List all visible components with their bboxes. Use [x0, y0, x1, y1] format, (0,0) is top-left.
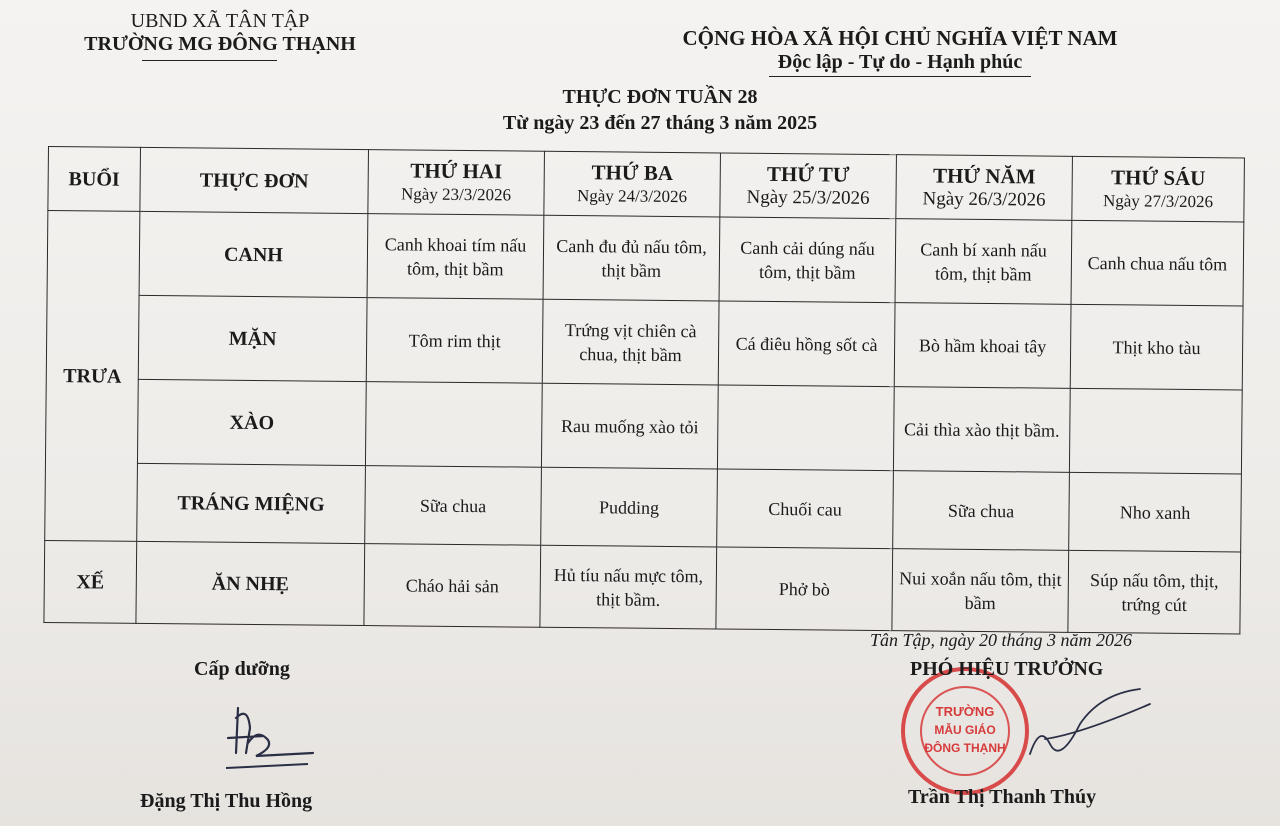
svg-text:MẪU GIÁO: MẪU GIÁO: [934, 723, 996, 737]
table-row: [47, 211, 1244, 306]
menu-cell: [1069, 388, 1242, 474]
menu-cell: Canh cải dúng nấu tôm, thịt bầm: [719, 217, 896, 303]
day-header: THỨ SÁU Ngày 27/3/2026: [1072, 156, 1245, 222]
table-row: [46, 294, 1243, 389]
day-header: THỨ NĂM Ngày 26/3/2026: [896, 155, 1073, 221]
menu-cell: Tôm rim thịt: [366, 298, 543, 384]
cook-role: Cấp dưỡng: [194, 658, 290, 680]
row-label: TRÁNG MIỆNG: [137, 463, 366, 543]
national-title: CỘNG HÒA XÃ HỘI CHỦ NGHĨA VIỆT NAM: [682, 26, 1118, 50]
menu-cell: Phở bò: [716, 547, 893, 631]
menu-cell: Canh khoai tím nấu tôm, thịt bầm: [367, 214, 544, 300]
menu-cell: Thịt kho tàu: [1070, 304, 1243, 390]
svg-text:ĐÔNG THẠNH: ĐÔNG THẠNH: [924, 741, 1006, 755]
vice-principal-name: Trần Thị Thanh Thúy: [908, 786, 1097, 808]
session-xe: XẾ: [44, 540, 137, 623]
menu-cell: Sữa chua: [365, 466, 542, 546]
session-trua: TRƯA: [45, 211, 140, 542]
menu-cell: Canh đu đủ nấu tôm, thịt bầm: [543, 215, 720, 301]
issuer-school: TRƯỜNG MG ĐÔNG THẠNH: [84, 33, 356, 55]
menu-cell: Súp nấu tôm, thịt, trứng cút: [1068, 550, 1241, 634]
menu-cell: [365, 382, 542, 468]
place-date: Tân Tập, ngày 20 tháng 3 năm 2026: [870, 630, 1133, 650]
row-label: CANH: [139, 211, 368, 297]
menu-cell: Pudding: [541, 467, 718, 547]
table-header-row: [48, 147, 1245, 222]
menu-cell: Chuối cau: [717, 469, 894, 549]
menu-cell: Rau muống xào tỏi: [541, 383, 718, 469]
table-row: [45, 462, 1242, 551]
menu-table: [43, 146, 1245, 634]
menu-cell: Sữa chua: [893, 471, 1070, 551]
row-label: XÀO: [137, 379, 366, 465]
day-header: THỨ HAI Ngày 23/3/2026: [368, 150, 545, 216]
motto-underline: [769, 76, 1031, 77]
menu-cell: Nho xanh: [1069, 472, 1242, 552]
menu-cell: Cá điêu hồng sốt cà: [718, 301, 895, 387]
menu-cell: Nui xoắn nấu tôm, thịt bầm: [892, 549, 1069, 633]
document-title: [400, 84, 920, 136]
issuer-underline: [142, 60, 277, 61]
menu-cell: Canh chua nấu tôm: [1071, 220, 1244, 306]
row-label: ĂN NHẸ: [136, 541, 365, 625]
menu-date-range: Từ ngày 23 đến 27 tháng 3 năm 2025: [502, 112, 818, 134]
svg-text:TRƯỜNG: TRƯỜNG: [935, 704, 995, 719]
row-label: MẶN: [138, 295, 367, 381]
menu-cell: Trứng vịt chiên cà chua, thịt bầm: [542, 299, 719, 385]
menu-cell: Hủ tíu nấu mực tôm, thịt bầm.: [540, 545, 717, 629]
day-header: THỨ TƯ Ngày 25/3/2026: [720, 153, 897, 219]
menu-cell: Cải thìa xào thịt bầm.: [893, 387, 1070, 473]
col-session-header: BUỔI: [48, 147, 141, 212]
menu-week-title: THỰC ĐƠN TUẦN 28: [562, 86, 758, 108]
issuer-authority: UBND XÃ TÂN TẬP: [130, 10, 310, 32]
table-row: [44, 540, 1241, 633]
menu-cell: Canh bí xanh nấu tôm, thịt bầm: [895, 219, 1072, 305]
cook-name: Đặng Thị Thu Hồng: [140, 790, 313, 812]
school-seal-icon: [890, 666, 1040, 796]
cook-signature-icon: [218, 698, 328, 778]
table-row: [45, 378, 1242, 473]
vice-principal-role: PHÓ HIỆU TRƯỞNG: [910, 658, 1104, 680]
national-header: [660, 26, 1140, 77]
issuer-header: [60, 10, 380, 56]
day-header: THỨ BA Ngày 24/3/2026: [544, 151, 721, 217]
national-motto: Độc lập - Tự do - Hạnh phúc: [777, 51, 1023, 73]
menu-cell: Cháo hải sản: [364, 544, 541, 628]
menu-cell: Bò hầm khoai tây: [894, 303, 1071, 389]
menu-cell: [717, 385, 894, 471]
col-menu-header: THỰC ĐƠN: [140, 147, 369, 213]
vice-principal-signature-icon: [1020, 684, 1160, 774]
